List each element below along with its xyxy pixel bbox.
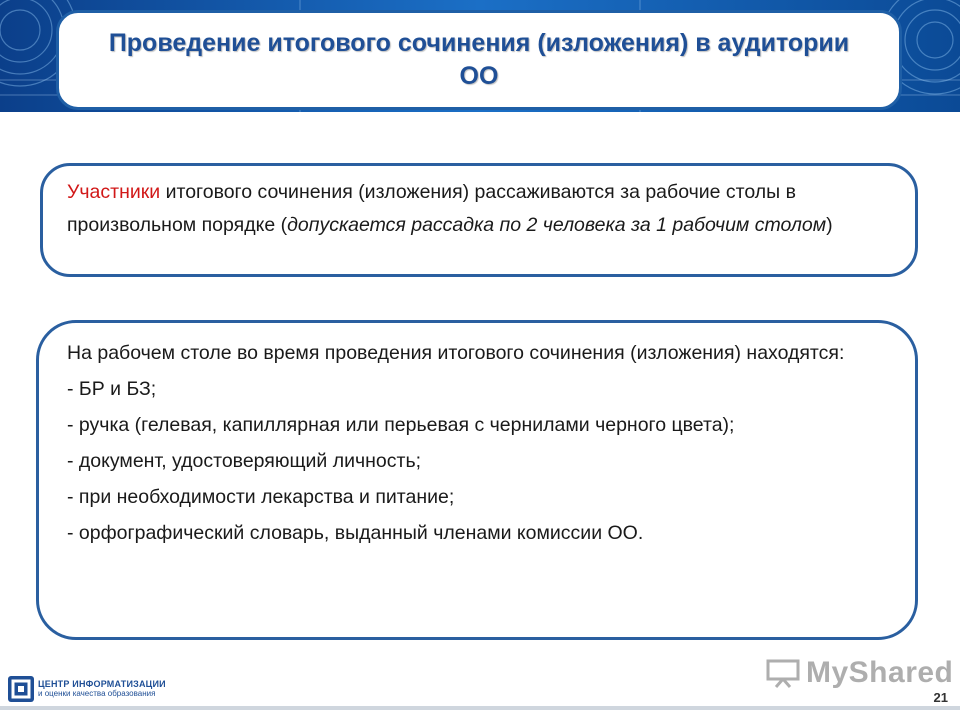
org-name-line1: ЦЕНТР ИНФОРМАТИЗАЦИИ (38, 679, 166, 689)
list-item: - документ, удостоверяющий личность; (67, 450, 422, 472)
footer-divider (0, 706, 960, 710)
page-number: 21 (933, 690, 948, 705)
list-item: - БР и БЗ; (67, 378, 157, 400)
list-item: - при необходимости лекарства и питание; (67, 486, 455, 508)
list-item: - ручка (гелевая, капиллярная или перьевая с чернилами черного цвета); (67, 414, 735, 436)
participants-italic: допускается рассадка по 2 человека за 1 рабочим столом (287, 214, 827, 236)
presentation-icon (766, 658, 800, 688)
participants-highlight: Участники (67, 181, 161, 203)
desk-items-intro: На рабочем столе во время проведения итогового сочинения (изложения) находятся: (67, 342, 845, 364)
list-item: - орфографический словарь, выданный членами комиссии ОО. (67, 522, 644, 544)
title-box (56, 10, 902, 110)
org-logo-icon (8, 676, 34, 702)
participants-closing: ) (826, 214, 833, 236)
org-name-line2: и оценки качества образования (38, 689, 156, 698)
watermark (766, 656, 953, 690)
participants-text (67, 176, 897, 242)
participants-main: итогового сочинения (изложения) рассаживаются за рабочие столы в произвольном порядке ( (67, 181, 796, 236)
desk-items-text (67, 339, 897, 555)
slide-title: Проведение итогового сочинения (изложения) в аудитории ОО (108, 29, 850, 90)
participants-box (40, 163, 918, 277)
desk-items-box (36, 320, 918, 640)
watermark-text: MyShared (806, 656, 954, 689)
org-logo (8, 676, 166, 702)
